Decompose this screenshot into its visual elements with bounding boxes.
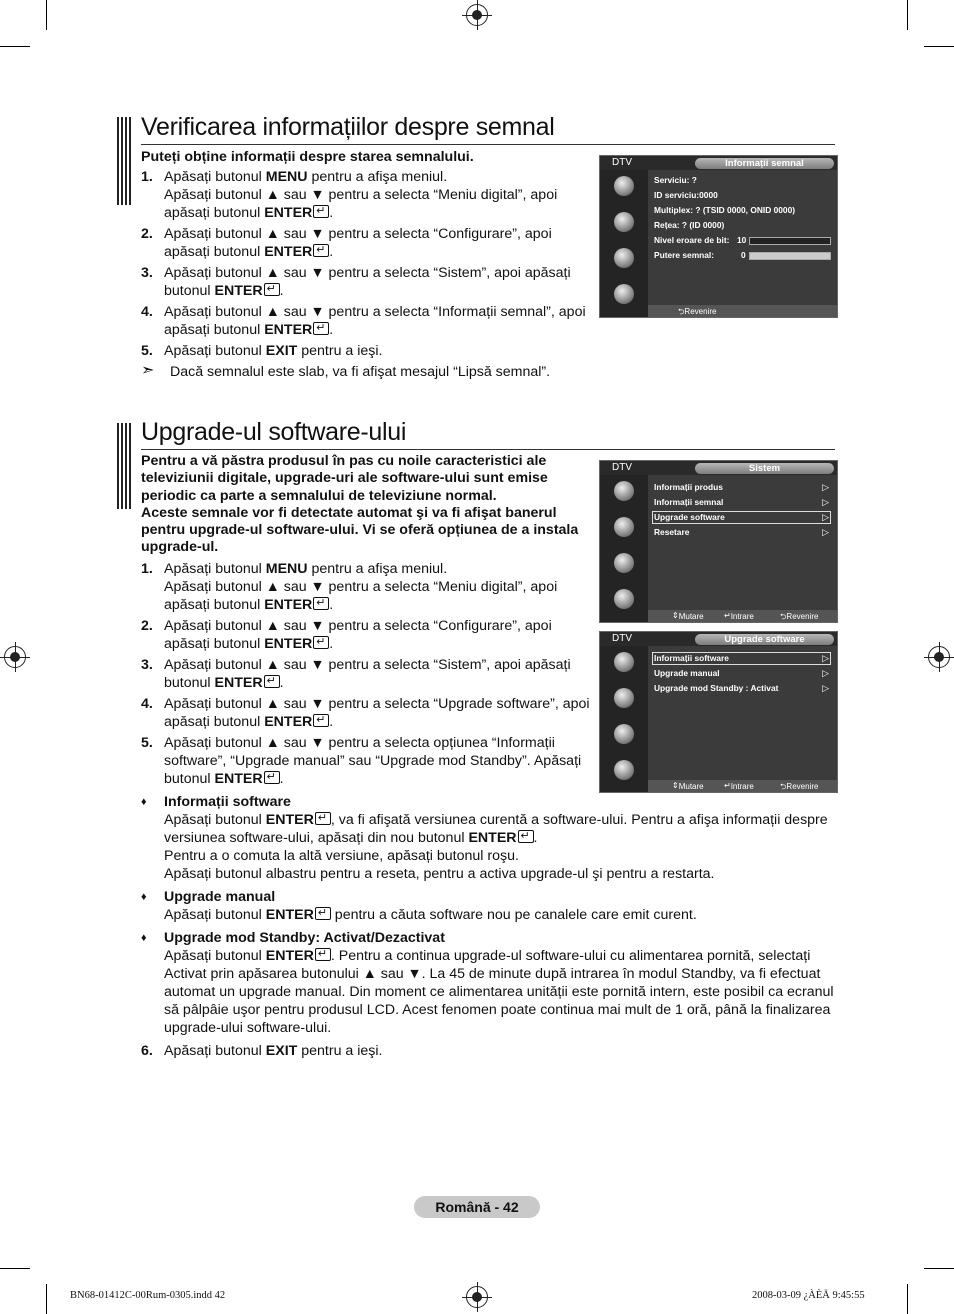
- registration-mark-icon: [4, 646, 26, 668]
- osd-sidebar: [600, 646, 648, 792]
- step: 4. Apăsați butonul ▲ sau ▼ pentru a selecta “Upgrade software”, apoi apăsați butonul ENTER↵ .: [141, 695, 591, 731]
- move-hint: ⇕ Mutare: [672, 611, 704, 621]
- power-bar: [749, 252, 831, 260]
- arrow-right-icon: ▷: [822, 668, 829, 678]
- osd-title: Sistem: [695, 463, 834, 474]
- crop-mark: [907, 1284, 908, 1314]
- picture-icon: [614, 652, 634, 672]
- step: 5. Apăsați butonul ▲ sau ▼ pentru a selecta opțiunea “Informații software”, “Upgrade manual” sau “Upgrade mod Standby”. Apăsați butonul ENTER↵ .: [141, 734, 591, 788]
- section-title: Verificarea informațiilor despre semnal: [141, 113, 555, 141]
- crop-mark: [0, 46, 30, 47]
- arrow-right-icon: ▷: [822, 653, 829, 663]
- picture-icon: [614, 481, 634, 501]
- osd-line: ID serviciu:0000: [654, 190, 718, 200]
- enter-icon: [315, 948, 331, 961]
- enter-icon: [518, 830, 534, 843]
- arrow-right-icon: ▷: [822, 683, 829, 693]
- enter-icon: [315, 812, 331, 825]
- step: 3. Apăsați butonul ▲ sau ▼ pentru a selecta “Sistem”, apoi apăsați butonul ENTER↵ .: [141, 264, 591, 300]
- enter-icon: [313, 205, 329, 218]
- step: 1. Apăsați butonul MENU pentru a afişa meniul. Apăsați butonul ▲ sau ▼ pentru a selecta “Meniu digital”, apoi apăsați butonul ENTER↵ .: [141, 560, 591, 614]
- enter-icon: [264, 283, 280, 296]
- section-rule: [141, 144, 835, 145]
- setup-icon: [614, 724, 634, 744]
- section2-steps: [141, 560, 591, 788]
- step: 4. Apăsați butonul ▲ sau ▼ pentru a selecta “Informații semnal”, apoi apăsați butonul ENTER↵ .: [141, 303, 591, 339]
- section-rule: [141, 449, 835, 450]
- step: 2. Apăsați butonul ▲ sau ▼ pentru a selecta “Configurare”, apoi apăsați butonul ENTER↵ .: [141, 225, 591, 261]
- osd-system-menu: DTV Sistem Informații produs ▷ Informații semnal ▷ Upgrade software ▷ Resetare ▷ ⇕ Mutare ↵ Intrare ⮌ Revenire: [599, 460, 838, 623]
- input-icon: [614, 589, 634, 609]
- crop-mark: [46, 1284, 47, 1314]
- crop-mark: [924, 46, 954, 47]
- footer-file: BN68-01412C-00Rum-0305.indd 42: [70, 1290, 226, 1301]
- return-hint: ⮌ Revenire: [780, 612, 819, 621]
- step: 1. Apăsați butonul MENU pentru a afişa meniul. Apăsați butonul ▲ sau ▼ pentru a selecta “Meniu digital”, apoi apăsați butonul ENTER↵ .: [141, 168, 591, 222]
- input-icon: [614, 760, 634, 780]
- osd-footer: [648, 610, 837, 622]
- sound-icon: [614, 688, 634, 708]
- bullet-item: ♦ Upgrade mod Standby: Activat/Dezactivat Apăsați butonul ENTER↵ . Pentru a continua upgrade-ul software-ului cu alimentarea pornită, selectați Activat prin apăsarea butonului ▲ sau ▼. La 45 de minute după intrarea în modul Standby, va fi efectuat automat un upgrade manual. Din moment ce alimentarea unității este pornită intern, este posibil ca ecranul să pâlpâie uşor pentru produsul LCD. Acest fenomen poate continua mai mult de 1 oră, până la finalizarea upgrade-ului software-ului.: [141, 929, 841, 1037]
- picture-icon: [614, 176, 634, 196]
- osd-software-upgrade-menu: DTV Upgrade software Informații software ▷ Upgrade manual ▷ Upgrade mod Standby : Activat ▷ ⇕ Mutare ↵ Intrare ⮌ Revenire: [599, 631, 838, 793]
- bullets: [141, 793, 841, 1060]
- section1-text: [141, 148, 591, 381]
- enter-icon: [313, 597, 329, 610]
- arrow-right-icon: ▷: [822, 512, 829, 522]
- bullet-item: ♦ Informații software Apăsați butonul ENTER↵ , va fi afişată versiunea curentă a software-ului. Pentru a afişa informații despre versiunea software-ului, apăsați din nou butonul ENTER↵ . Pentru a o comuta la altă versiune, apăsați butonul roşu. Apăsați butonul albastru pentru a reseta, pentru a activa upgrade-ul şi pentru a restarta.: [141, 793, 841, 883]
- menu-item-reset[interactable]: Resetare ▷: [654, 527, 829, 537]
- registration-mark-icon: [928, 646, 950, 668]
- crop-mark: [924, 1268, 954, 1269]
- osd-sidebar: [600, 170, 648, 317]
- setup-icon: [614, 248, 634, 268]
- arrow-right-icon: ▷: [822, 497, 829, 507]
- enter-icon: [313, 244, 329, 257]
- osd-footer: [648, 780, 837, 792]
- osd-footer: [648, 305, 837, 317]
- menu-item-signal-info[interactable]: Informații semnal ▷: [654, 497, 829, 507]
- enter-icon: [313, 714, 329, 727]
- osd-line-power: Putere semnal: 0: [653, 249, 830, 262]
- osd-line: Rețea: ? (ID 0000): [654, 220, 725, 230]
- registration-mark-icon: [466, 1286, 488, 1308]
- crop-mark: [907, 0, 908, 30]
- enter-icon: [313, 322, 329, 335]
- osd-line: Multiplex: ? (TSID 0000, ONID 0000): [654, 205, 796, 215]
- step: 3. Apăsați butonul ▲ sau ▼ pentru a selecta “Sistem”, apoi apăsați butonul ENTER↵ .: [141, 656, 591, 692]
- osd-line: Serviciu: ?: [654, 175, 697, 185]
- menu-item-standby-upgrade[interactable]: Upgrade mod Standby : Activat ▷: [654, 683, 829, 693]
- intro: Puteți obține informații despre starea semnalului.: [141, 149, 474, 165]
- section2-intro: Pentru a vă păstra produsul în pas cu noile caracteristici ale televiziunii digitale, upgrade-uri ale software-ului sunt emise periodic ca parte a semnalului de televiziune normal. Aceste semnale vor fi detectate automat şi va fi afişat banerul pentru upgrade-ul software-ului. Vi se oferă opțiunea de a instala upgrade-ul.: [141, 453, 579, 556]
- enter-icon: [313, 636, 329, 649]
- footer-date: 2008-03-09 ¿ÀÈÄ 9:45:55: [752, 1290, 865, 1301]
- ber-bar: [749, 237, 831, 245]
- menu-item-manual-upgrade[interactable]: Upgrade manual ▷: [654, 668, 829, 678]
- osd-title: Upgrade software: [695, 634, 834, 645]
- step: 6. Apăsați butonul EXIT pentru a ieşi.: [141, 1043, 383, 1059]
- return-hint: ⮌ Revenire: [678, 307, 717, 316]
- arrow-right-icon: ▷: [822, 482, 829, 492]
- note-arrow-icon: ➣: [141, 362, 155, 379]
- diamond-icon: ♦: [141, 891, 147, 903]
- page-number: Română - 42: [414, 1196, 540, 1218]
- return-hint: ⮌ Revenire: [780, 782, 819, 791]
- menu-item-software-upgrade[interactable]: Upgrade software ▷: [654, 512, 829, 522]
- crop-mark: [46, 0, 47, 30]
- section-title: Upgrade-ul software-ului: [141, 418, 407, 446]
- arrow-right-icon: ▷: [822, 527, 829, 537]
- osd-line-ber: Nivel eroare de bit: 10: [653, 234, 830, 247]
- section-bar: [117, 423, 131, 509]
- osd-sidebar: [600, 475, 648, 622]
- step: 2. Apăsați butonul ▲ sau ▼ pentru a selecta “Configurare”, apoi apăsați butonul ENTER↵ .: [141, 617, 591, 653]
- enter-icon: [264, 675, 280, 688]
- sound-icon: [614, 212, 634, 232]
- note: ➣ Dacă semnalul este slab, va fi afişat mesajul “Lipsă semnal”.: [141, 362, 551, 380]
- setup-icon: [614, 553, 634, 573]
- registration-mark-icon: [466, 4, 488, 26]
- input-icon: [614, 284, 634, 304]
- step: 5. Apăsați butonul EXIT pentru a ieşi.: [141, 343, 383, 359]
- section-bar: [117, 117, 131, 205]
- osd-title: Informații semnal: [695, 158, 834, 169]
- crop-mark: [0, 1268, 30, 1269]
- diamond-icon: ♦: [141, 932, 147, 944]
- move-hint: ⇕ Mutare: [672, 781, 704, 791]
- sound-icon: [614, 517, 634, 537]
- menu-item-product-info[interactable]: Informații produs ▷: [654, 482, 829, 492]
- enter-icon: [315, 907, 331, 920]
- enter-icon: [264, 771, 280, 784]
- enter-hint: ↵ Intrare: [724, 781, 754, 791]
- menu-item-software-info[interactable]: Informații software ▷: [654, 653, 829, 663]
- enter-hint: ↵ Intrare: [724, 611, 754, 621]
- diamond-icon: ♦: [141, 796, 147, 808]
- osd-signal-info: DTV Informații semnal Serviciu: ? ID serviciu:0000 Multiplex: ? (TSID 0000, ONID 0000) Rețea: ? (ID 0000) Nivel eroare de bit: 10 Putere semnal: 0 ⮌ Revenire: [599, 155, 838, 318]
- bullet-item: ♦ Upgrade manual Apăsați butonul ENTER↵ pentru a căuta software nou pe canalele care emit curent.: [141, 888, 841, 924]
